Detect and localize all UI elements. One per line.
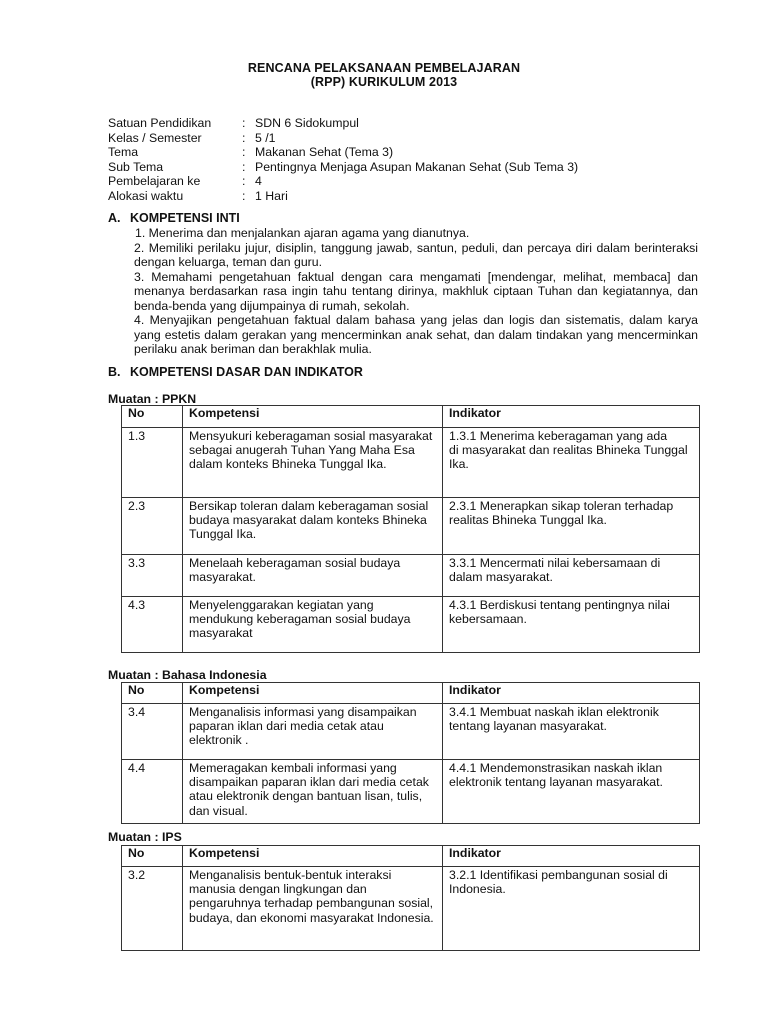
header-indikator: Indikator: [443, 846, 700, 867]
kompetensi-inti-list: [134, 226, 698, 357]
muatan-bahasa-indonesia-label: Muatan : Bahasa Indonesia: [108, 668, 267, 682]
cell-indikator: 2.3.1 Menerapkan sikap toleran terhadap realitas Bhineka Tunggal Ika.: [443, 498, 700, 555]
identity-row: Pembelajaran ke : 4: [108, 174, 262, 188]
cell-indikator: 3.4.1 Membuat naskah iklan elektronik tentang layanan masyarakat.: [443, 704, 700, 760]
cell-indikator: 3.3.1 Mencermati nilai kebersamaan di dalam masyarakat.: [443, 555, 700, 597]
table-row: [122, 760, 700, 824]
table-row: [122, 555, 700, 597]
identity-row: Satuan Pendidikan : SDN 6 Sidokumpul: [108, 116, 359, 130]
header-indikator: Indikator: [443, 406, 700, 428]
table-row: [122, 597, 700, 653]
identity-block: [108, 116, 578, 203]
cell-kompetensi: Memeragakan kembali informasi yang disampaikan paparan iklan dari media cetak atau elektronik dengan bantuan lisan, tulis, dan visual.: [183, 760, 443, 824]
identity-row: Sub Tema : Pentingnya Menjaga Asupan Makanan Sehat (Sub Tema 3): [108, 159, 579, 174]
document-subtitle: (RPP) KURIKULUM 2013: [310, 75, 458, 89]
header-no: No: [122, 406, 183, 428]
cell-kompetensi: Bersikap toleran dalam keberagaman sosial budaya masyarakat dalam konteks Bhineka Tunggal Ika.: [183, 498, 443, 555]
cell-no: 1.3: [122, 428, 183, 498]
cell-kompetensi: Menelaah keberagaman sosial budaya masyarakat.: [183, 555, 443, 597]
table-header-row: [122, 406, 700, 428]
cell-no: 4.4: [122, 760, 183, 824]
cell-indikator: 1.3.1 Menerima keberagaman yang ada di masyarakat dan realitas Bhineka Tunggal Ika.: [443, 428, 700, 498]
cell-no: 3.2: [122, 867, 183, 951]
header-kompetensi: Kompetensi: [183, 683, 443, 704]
header-no: No: [122, 683, 183, 704]
cell-indikator: 3.2.1 Identifikasi pembangunan sosial di Indonesia.: [443, 867, 700, 951]
list-item: 1. Menerima dan menjalankan ajaran agama yang dianutnya.: [135, 226, 470, 240]
cell-no: 4.3: [122, 597, 183, 653]
cell-no: 3.3: [122, 555, 183, 597]
list-item: 3. Memahami pengetahuan faktual dengan cara mengamati [mendengar, melihat, membaca] dan menanya berdasarkan rasa ingin tahu tentang dirinya, makhluk ciptaan Tuhan dan kegiatannya, dan benda-benda yang dijumpainya di rumah, sekolah.: [134, 269, 698, 313]
identity-row: Alokasi waktu : 1 Hari: [108, 188, 288, 203]
document-title: RENCANA PELAKSANAAN PEMBELAJARAN: [247, 61, 521, 75]
header-kompetensi: Kompetensi: [183, 846, 443, 867]
cell-no: 2.3: [122, 498, 183, 555]
cell-kompetensi: Menyelenggarakan kegiatan yang mendukung keberagaman sosial budaya masyarakat: [183, 597, 443, 653]
identity-row: Tema : Makanan Sehat (Tema 3): [108, 145, 394, 159]
header-no: No: [122, 846, 183, 867]
ppkn-table: [121, 405, 700, 653]
muatan-ips-label: Muatan : IPS: [108, 830, 182, 844]
section-a-heading: A. KOMPETENSI INTI: [108, 211, 240, 225]
header-indikator: Indikator: [443, 683, 700, 704]
identity-row: Kelas / Semester : 5 /1: [108, 130, 276, 145]
table-row: [122, 428, 700, 498]
ips-table: [121, 845, 700, 951]
cell-kompetensi: Menganalisis informasi yang disampaikan paparan iklan dari media cetak atau elektronik .: [183, 704, 443, 760]
table-row: [122, 704, 700, 760]
table-row: [122, 867, 700, 951]
table-header-row: [122, 683, 700, 704]
table-row: [122, 498, 700, 555]
muatan-ppkn-label: Muatan : PPKN: [108, 392, 197, 406]
cell-kompetensi: Mensyukuri keberagaman sosial masyarakat sebagai anugerah Tuhan Yang Maha Esa dalam konteks Bhineka Tunggal Ika.: [183, 428, 443, 498]
header-kompetensi: Kompetensi: [183, 406, 443, 428]
list-item: 4. Menyajikan pengetahuan faktual dalam bahasa yang jelas dan logis dan sistematis, dalam karya yang estetis dalam gerakan yang mencerminkan anak sehat, dan dalam tindakan yang mencerminkan perilaku anak beriman dan berakhlak mulia.: [134, 313, 698, 356]
list-item: 2. Memiliki perilaku jujur, disiplin, tanggung jawab, santun, peduli, dan percaya diri dalam berinteraksi dengan keluarga, teman dan guru.: [134, 240, 698, 269]
cell-indikator: 4.4.1 Mendemonstrasikan naskah iklan elektronik tentang layanan masyarakat.: [443, 760, 700, 824]
table-header-row: [122, 846, 700, 867]
cell-no: 3.4: [122, 704, 183, 760]
cell-indikator: 4.3.1 Berdiskusi tentang pentingnya nilai kebersamaan.: [443, 597, 700, 653]
bahasa-indonesia-table: [121, 682, 700, 824]
section-b-heading: B. KOMPETENSI DASAR DAN INDIKATOR: [108, 365, 363, 379]
cell-kompetensi: Menganalisis bentuk-bentuk interaksi manusia dengan lingkungan dan pengaruhnya terhadap pembangunan sosial, budaya, dan ekonomi masyarakat Indonesia.: [183, 867, 443, 951]
